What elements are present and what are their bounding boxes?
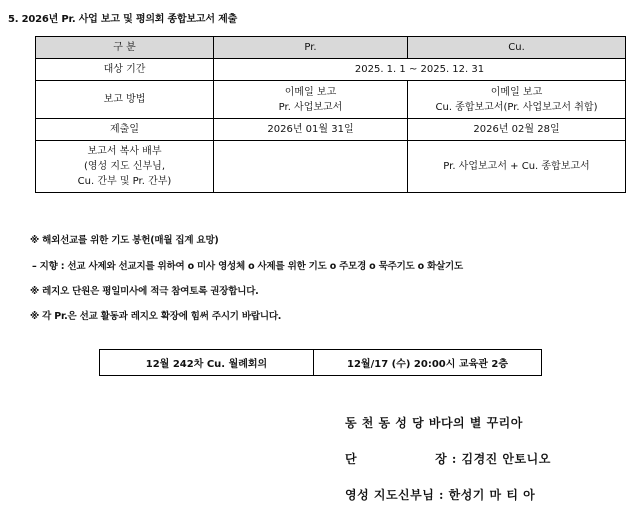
table-row-period bbox=[36, 59, 626, 81]
copy-label-line2: (영성 지도 신부님, bbox=[83, 161, 166, 172]
header-pr: Pr. bbox=[214, 37, 408, 59]
period-label: 대상 기간 bbox=[36, 59, 214, 81]
meeting-time-place: 12월/17 (수) 20:00시 교육관 2층 bbox=[347, 359, 508, 370]
method-cu bbox=[408, 81, 626, 119]
signature-president bbox=[345, 450, 551, 467]
meeting-box bbox=[99, 349, 542, 376]
method-pr-line1: 이메일 보고 bbox=[284, 86, 337, 98]
copy-label bbox=[36, 141, 214, 193]
table-row-method bbox=[36, 81, 626, 119]
date-pr: 2026년 01월 31일 bbox=[214, 119, 408, 141]
signature-president-label: 단 bbox=[345, 452, 358, 466]
copy-cu: Pr. 사업보고서 + Cu. 종합보고서 bbox=[408, 141, 626, 193]
signature-president-value: 장 : 김경진 안토니오 bbox=[435, 452, 551, 466]
section-heading: 5. 2026년 Pr. 사업 보고 및 평의회 종합보고서 제출 bbox=[8, 14, 238, 25]
table-row-date bbox=[36, 119, 626, 141]
note-weekday-mass: ※ 레지오 단원은 평일미사에 적극 참여토록 권장합니다. bbox=[30, 286, 259, 297]
header-cu: Cu. bbox=[408, 37, 626, 59]
method-cu-line2: Cu. 종합보고서(Pr. 사업보고서 취합) bbox=[435, 101, 598, 113]
signature-spiritual-director: 영성 지도신부님 : 한성기 마 티 아 bbox=[345, 488, 536, 502]
method-cu-line1: 이메일 보고 bbox=[490, 86, 543, 98]
copy-label-line1: 보고서 복사 배부 bbox=[87, 146, 162, 157]
method-pr bbox=[214, 81, 408, 119]
copy-label-line3: Cu. 간부 및 Pr. 간부) bbox=[77, 176, 172, 187]
note-prayer-intention: – 지향 : 선교 사제와 선교지를 위하여 o 미사 영성체 o 사제를 위한 기도 o 주모경 o 묵주기도 o 화살기도 bbox=[32, 261, 463, 272]
note-expansion: ※ 각 Pr.은 선교 활동과 레지오 확장에 힘써 주시기 바랍니다. bbox=[30, 311, 282, 322]
date-label: 제출일 bbox=[36, 119, 214, 141]
period-value: 2025. 1. 1 ~ 2025. 12. 31 bbox=[214, 59, 626, 81]
date-cu: 2026년 02월 28일 bbox=[408, 119, 626, 141]
header-category: 구 분 bbox=[36, 37, 214, 59]
method-pr-line2: Pr. 사업보고서 bbox=[278, 101, 343, 113]
copy-pr bbox=[214, 141, 408, 193]
report-table bbox=[35, 36, 626, 193]
meeting-title: 12월 242차 Cu. 월례회의 bbox=[100, 350, 314, 375]
table-row-copy bbox=[36, 141, 626, 193]
method-label: 보고 방법 bbox=[36, 81, 214, 119]
table-header-row bbox=[36, 37, 626, 59]
note-mission-prayer: ※ 해외선교를 위한 기도 봉헌(매월 집계 요망) bbox=[30, 235, 219, 246]
signature-parish: 동 천 동 성 당 바다의 별 꾸리아 bbox=[345, 416, 523, 430]
